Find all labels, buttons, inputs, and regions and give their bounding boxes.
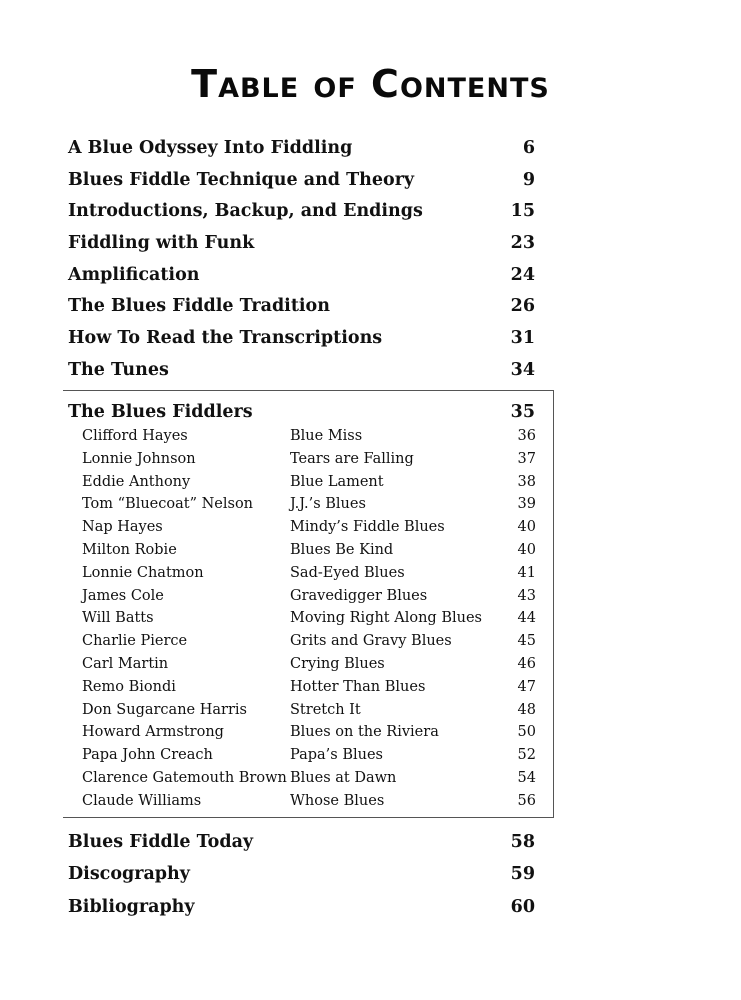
toc-entry-page: 31 [510,328,535,348]
fiddler-name: Lonnie Chatmon [82,564,204,581]
tune-page: 45 [517,633,536,650]
fiddler-name: Milton Robie [82,542,177,558]
toc-entry-page: 58 [510,832,535,852]
tune-page: 52 [517,747,536,764]
tune-page: 36 [517,428,536,444]
toc-entry-label: Discography [68,864,190,884]
fiddler-name: Clarence Gatemouth Brown [82,770,287,786]
toc-entry-label: A Blue Odyssey Into Fiddling [68,138,353,158]
fiddler-row [82,425,542,448]
fiddlers-section-page: 35 [510,402,535,422]
tune-page: 54 [517,770,536,786]
tune-title: Grits and Gravy Blues [290,633,452,650]
tune-title: Moving Right Along Blues [290,610,482,627]
toc-entry-label: Fiddling with Funk [68,233,255,253]
toc-entry [0,134,741,162]
tune-page: 50 [517,724,536,741]
toc-entry-page: 6 [522,138,535,158]
fiddler-name: Charlie Pierce [82,633,188,650]
toc-entry-label: Bibliography [68,897,195,917]
tune-title: Mindy’s Fiddle Blues [290,519,445,536]
tune-title: Blues Be Kind [290,542,394,558]
toc-entry [0,197,741,225]
toc-entry-page: 34 [510,360,535,380]
fiddler-row [82,630,542,653]
toc-entry-label: Blues Fiddle Today [68,832,254,852]
fiddler-name: Tom “Bluecoat” Nelson [82,496,254,513]
tune-title: Stretch It [290,701,361,718]
tune-page: 44 [517,610,536,627]
toc-entry [0,893,741,921]
tune-title: Tears are Falling [290,450,414,467]
toc-entry-page: 9 [522,170,535,190]
toc-entry-label: Blues Fiddle Technique and Theory [68,170,415,190]
tune-page: 37 [517,450,536,467]
tune-page: 38 [517,473,536,490]
toc-entry-label: The Tunes [68,360,169,380]
toc-entry [0,292,741,320]
tune-page: 40 [517,519,536,536]
tune-title: Hotter Than Blues [290,678,426,695]
tune-title: Sad-Eyed Blues [290,564,405,581]
fiddler-row [82,448,542,471]
fiddler-row [82,516,542,539]
tune-page: 56 [517,792,536,809]
tune-title: Papa’s Blues [290,747,383,764]
toc-entry [0,860,741,888]
fiddler-row [82,585,542,608]
toc-entry-page: 24 [510,265,535,285]
fiddler-name: Don Sugarcane Harris [82,701,247,718]
fiddler-row [82,493,542,516]
fiddler-name: Claude Williams [82,792,202,809]
tune-page: 43 [517,587,536,604]
toc-entry [0,166,741,194]
tune-page: 41 [517,564,536,581]
page-title: Table of Contents [191,62,550,106]
fiddler-name: Will Batts [82,610,154,627]
toc-entry [0,229,741,257]
fiddler-name: James Cole [82,587,164,604]
tune-title: Gravedigger Blues [290,587,428,604]
fiddler-row [82,676,542,699]
toc-entry [0,828,741,856]
fiddler-name: Clifford Hayes [82,428,188,444]
fiddler-row [82,562,542,585]
fiddler-row [82,699,542,722]
fiddler-name: Carl Martin [82,656,169,672]
toc-entry-page: 59 [510,864,535,884]
fiddler-name: Remo Biondi [82,678,176,695]
toc-entry-label: Amplification [68,265,200,285]
toc-entry-page: 60 [510,897,535,917]
fiddler-name: Nap Hayes [82,519,163,536]
toc-entry-label: Introductions, Backup, and Endings [68,201,423,221]
tune-title: Whose Blues [290,792,385,809]
fiddler-row [82,539,542,562]
fiddlers-section-heading [68,398,548,426]
toc-entry-label: How To Read the Transcriptions [68,328,383,348]
toc-entry-page: 26 [510,296,535,316]
fiddler-name: Howard Armstrong [82,724,224,741]
fiddler-row [82,607,542,630]
toc-entry-page: 23 [510,233,535,253]
fiddler-row [82,721,542,744]
tune-page: 46 [517,656,536,672]
tune-title: Blues at Dawn [290,770,397,786]
tune-page: 47 [517,678,536,695]
toc-entry [0,324,741,352]
tune-page: 48 [517,701,536,718]
tune-page: 39 [517,496,536,513]
tune-title: Blue Miss [290,428,363,444]
tune-title: Blue Lament [290,473,384,490]
toc-entry-page: 15 [510,201,535,221]
fiddler-row [82,744,542,767]
fiddlers-section-label: The Blues Fiddlers [68,402,253,422]
toc-entry-label: The Blues Fiddle Tradition [68,296,330,316]
toc-entry [0,356,741,384]
fiddler-name: Lonnie Johnson [82,450,196,467]
toc-entry [0,261,741,289]
tune-title: Blues on the Riviera [290,724,439,741]
fiddler-row [82,767,542,790]
fiddler-name: Eddie Anthony [82,473,191,490]
fiddler-row [82,653,542,676]
fiddler-name: Papa John Creach [82,747,213,764]
tune-page: 40 [517,542,536,558]
tune-title: Crying Blues [290,656,385,672]
tune-title: J.J.’s Blues [290,496,366,513]
fiddler-row [82,790,542,813]
fiddler-row [82,471,542,494]
